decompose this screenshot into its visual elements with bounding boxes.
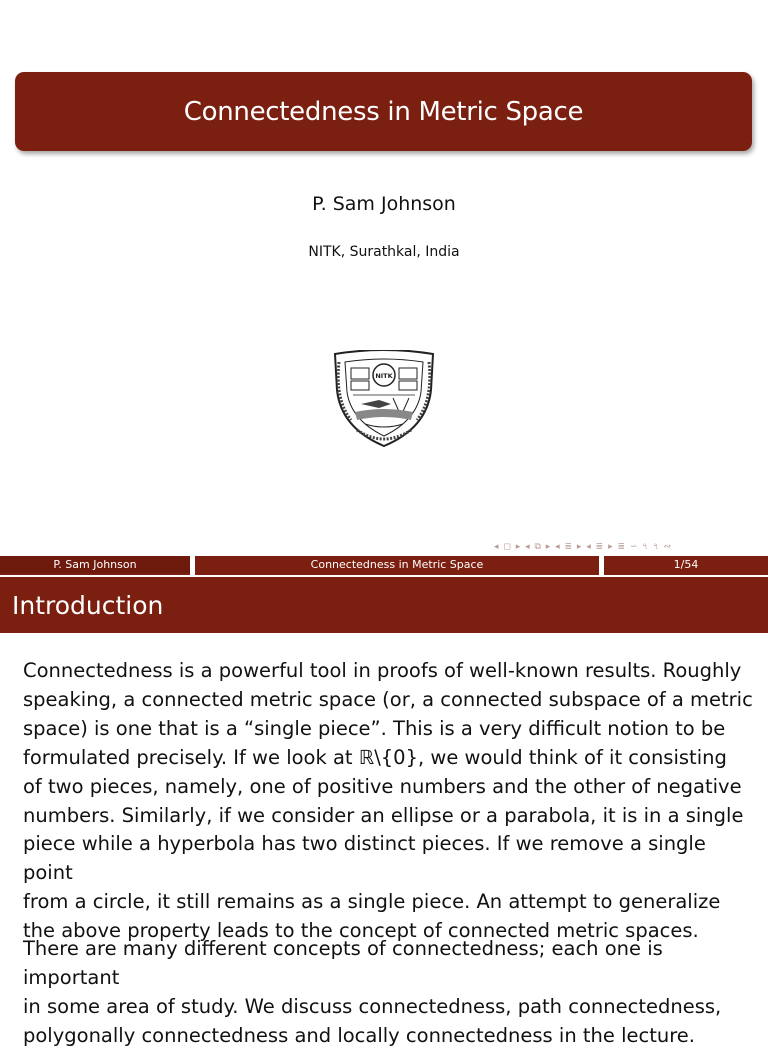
text-line: numbers. Similarly, if we consider an ellipse or a parabola, it is in a single (23, 803, 744, 827)
introduction-paragraph-2 (23, 935, 753, 1051)
text-line: the above property leads to the concept of connected metric spaces. (23, 919, 699, 943)
slide-title: Connectedness in Metric Space (183, 96, 584, 127)
frame-title-bar (0, 577, 768, 633)
text-line: polygonally connectedness and locally connectedness in the lecture. (23, 1023, 695, 1047)
footer-page-number: 1/54 (604, 556, 768, 573)
beamer-footer (0, 556, 768, 575)
frame-title: Introduction (12, 590, 164, 620)
text-line: There are many different concepts of connectedness; each one is important (23, 937, 663, 989)
footer-title: Connectedness in Metric Space (195, 556, 599, 573)
text-line: Connectedness is a powerful tool in proofs of well-known results. Roughly (23, 659, 742, 682)
text-line: from a circle, it still remains as a single piece. An attempt to generalize (23, 890, 721, 914)
text-line: in some area of study. We discuss connectedness, path connectedness, (23, 994, 722, 1018)
text-line: formulated precisely. If we look at ℝ\{0}, we would think of it consisting (23, 745, 727, 769)
introduction-paragraph-1 (23, 657, 753, 946)
author-name: P. Sam Johnson (312, 193, 456, 215)
affiliation: NITK, Surathkal, India (308, 244, 460, 260)
footer-author: P. Sam Johnson (0, 556, 190, 573)
text-line: speaking, a connected metric space (or, a connected subspace of a metric (23, 687, 753, 711)
text-line: space) is one that is a “single piece”. This is a very difficult notion to be (23, 716, 726, 740)
nitk-logo-icon (331, 350, 437, 448)
text-line: of two pieces, namely, one of positive numbers and the other of negative (23, 774, 742, 798)
beamer-navigation-symbols[interactable]: ◂ ◻ ▸ ◂ ⧉ ▸ ◂ ≣ ▸ ◂ ≣ ▸ ≣ ∽ ৭ ৭ ∾ (494, 542, 673, 552)
text-line: piece while a hyperbola has two distinct pieces. If we remove a single point (23, 832, 706, 885)
svg-text:NITK: NITK (375, 372, 393, 380)
slide-title-box (15, 72, 752, 151)
